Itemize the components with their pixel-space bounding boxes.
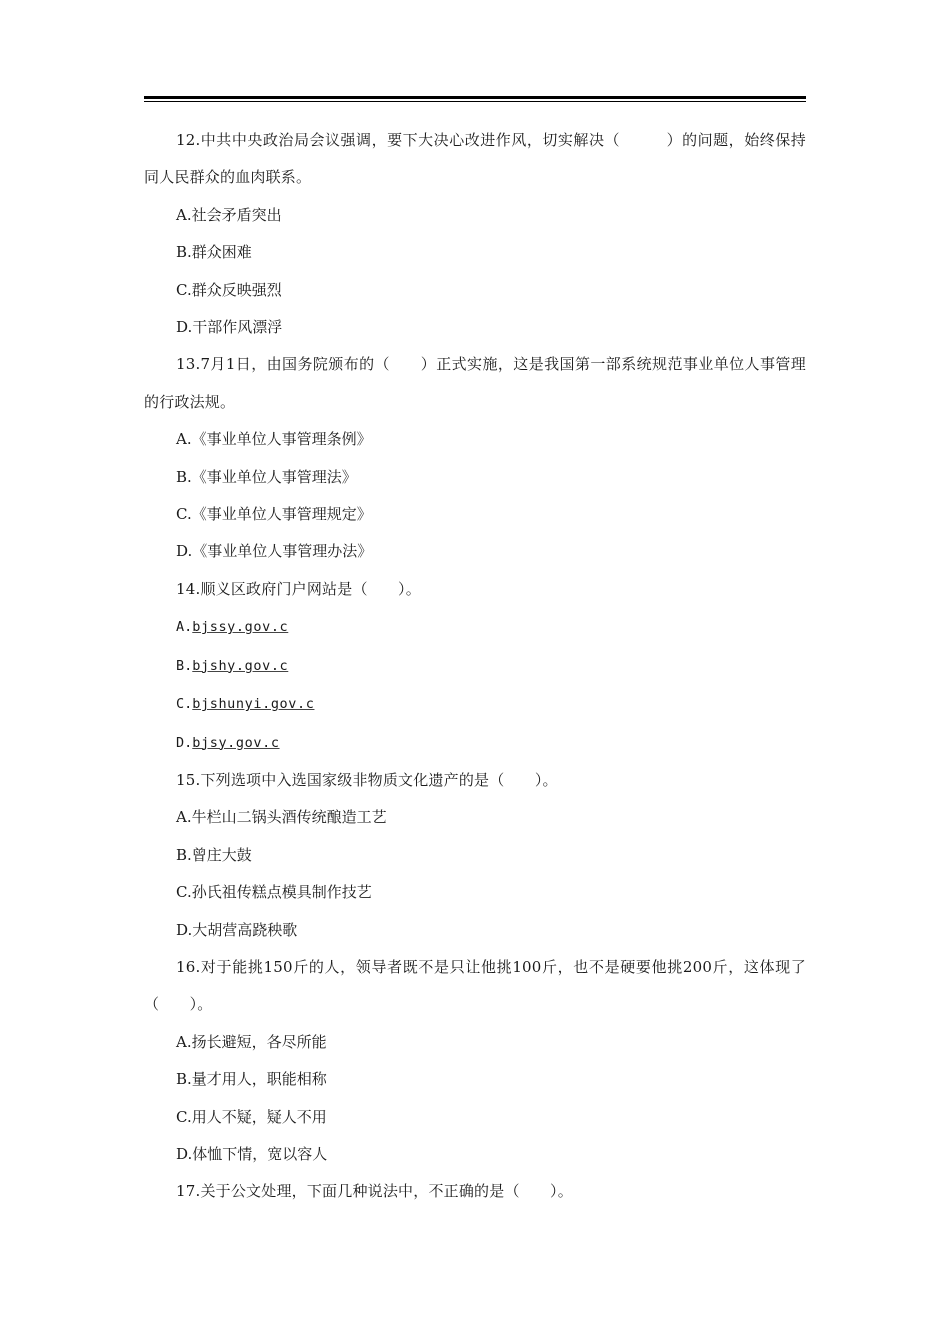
website-link[interactable]: bjshunyi.gov.c — [192, 696, 315, 713]
header-rule-thin — [144, 101, 806, 102]
question-13-option-d: D.《事业单位人事管理办法》 — [176, 542, 373, 561]
question-16-option-c: C.用人不疑，疑人不用 — [176, 1107, 327, 1126]
option-label: D. — [176, 734, 193, 751]
question-17-stem: 17.关于公文处理，下面几种说法中，不正确的是（ ）。 — [176, 1182, 573, 1201]
question-15-option-b: B.曾庄大鼓 — [176, 845, 252, 864]
question-14-stem: 14.顺义区政府门户网站是（ ）。 — [176, 579, 421, 598]
question-12-option-d: D.干部作风漂浮 — [176, 318, 283, 337]
option-label: A. — [176, 619, 193, 636]
question-14-option-a — [144, 608, 806, 646]
question-14-option-d — [144, 724, 806, 762]
question-15-option-a: A.牛栏山二锅头酒传统酿造工艺 — [176, 808, 387, 827]
question-15-option-d: D.大胡营高跷秧歌 — [176, 920, 298, 939]
option-label: C. — [176, 696, 193, 713]
question-16-option-a: A.扬长避短，各尽所能 — [176, 1032, 327, 1051]
header-rule-thick — [144, 96, 806, 99]
website-link[interactable]: bjssy.gov.c — [192, 619, 289, 636]
question-14-option-b — [144, 647, 806, 685]
question-12-stem: 12.中共中央政治局会议强调，要下大决心改进作风，切实解决（ ）的问题，始终保持同人民群众的血肉联系。 — [144, 131, 806, 187]
question-13-option-c: C.《事业单位人事管理规定》 — [176, 505, 372, 524]
option-label: B. — [176, 657, 193, 674]
question-15-option-c: C.孙氏祖传糕点模具制作技艺 — [176, 883, 372, 902]
question-15-stem: 15.下列选项中入选国家级非物质文化遗产的是（ ）。 — [176, 770, 558, 789]
website-link[interactable]: bjshy.gov.c — [192, 657, 289, 674]
question-12-option-b: B.群众困难 — [176, 243, 252, 262]
question-16-stem: 16.对于能挑150斤的人，领导者既不是只让他挑100斤，也不是硬要他挑200斤，这体现了（ ）。 — [144, 957, 806, 1014]
question-16-option-d: D.体恤下情，宽以容人 — [176, 1144, 328, 1163]
document-body — [144, 122, 806, 1211]
question-13-option-b: B.《事业单位人事管理法》 — [176, 467, 357, 486]
question-13-option-a: A.《事业单位人事管理条例》 — [176, 430, 372, 449]
website-link[interactable]: bjsy.gov.c — [192, 734, 280, 751]
question-16-option-b: B.量才用人，职能相称 — [176, 1070, 327, 1089]
question-12-option-c: C.群众反映强烈 — [176, 280, 282, 299]
question-13-stem: 13.7月1日，由国务院颁布的（ ）正式实施，这是我国第一部系统规范事业单位人事管理的行政法规。 — [144, 355, 806, 411]
question-14-option-c — [144, 685, 806, 723]
question-12-option-a: A.社会矛盾突出 — [176, 205, 282, 224]
